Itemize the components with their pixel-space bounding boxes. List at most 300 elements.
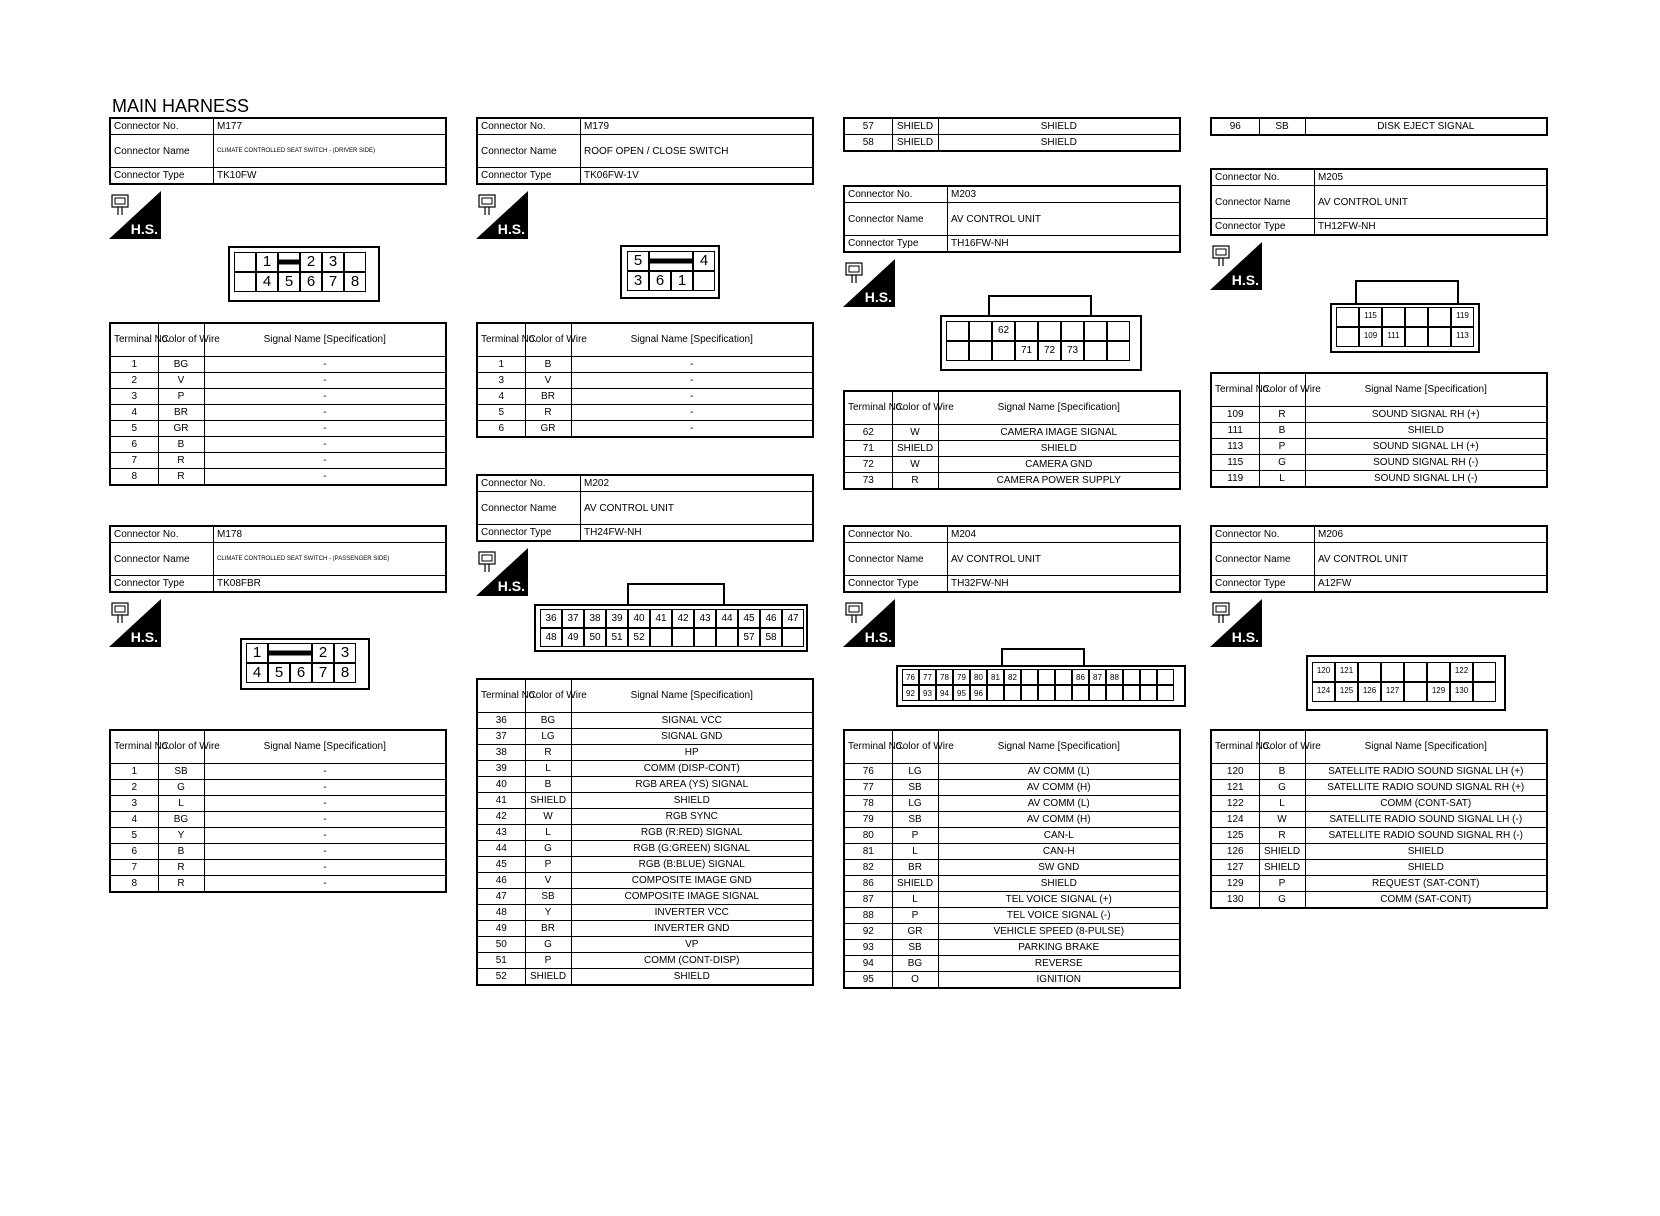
- pin-cell: 50: [584, 628, 606, 647]
- wire-color: R: [158, 876, 204, 893]
- terminal-no: 81: [844, 844, 892, 860]
- info-row: [477, 135, 813, 168]
- table-row: [477, 357, 813, 373]
- table-row: [110, 876, 446, 893]
- pin-cell: 77: [919, 669, 936, 685]
- terminal-no: 87: [844, 892, 892, 908]
- terminal-no: 126: [1211, 844, 1259, 860]
- pin-cell: 86: [1072, 669, 1089, 685]
- table-header: [1211, 730, 1547, 764]
- table-row: [1211, 780, 1547, 796]
- pin-cell: 82: [1004, 669, 1021, 685]
- pin-cell: [1084, 341, 1107, 361]
- info-row: [1211, 576, 1547, 593]
- terminal-table-m206: [1210, 729, 1548, 909]
- table-row: [477, 905, 813, 921]
- pin-cell: [1089, 685, 1106, 701]
- pin-cell: 72: [1038, 341, 1061, 361]
- connector-info-m178: [109, 525, 447, 593]
- page-title: MAIN HARNESS: [112, 96, 250, 116]
- info-label: Connector No.: [844, 186, 948, 203]
- pin-cell: 127: [1381, 682, 1404, 702]
- terminal-no: 109: [1211, 407, 1259, 423]
- pin-cell: [1473, 682, 1496, 702]
- wire-color: SB: [892, 812, 938, 828]
- table-row: [1211, 471, 1547, 488]
- info-label: Connector Name: [844, 203, 948, 236]
- signal-name: SHIELD: [1305, 860, 1547, 876]
- signal-name: SOUND SIGNAL RH (+): [1305, 407, 1547, 423]
- pin-cell: 109: [1359, 327, 1382, 347]
- pin-cell: [1106, 685, 1123, 701]
- table-row: [110, 812, 446, 828]
- terminal-no: 6: [110, 844, 158, 860]
- signal-name: SATELLITE RADIO SOUND SIGNAL RH (+): [1305, 780, 1547, 796]
- connector-latch: [1355, 280, 1459, 305]
- pin-cell: 52: [628, 628, 650, 647]
- signal-name: RGB (R:RED) SIGNAL: [571, 825, 813, 841]
- info-label: Connector Name: [110, 135, 214, 168]
- table-row: [844, 441, 1180, 457]
- terminal-no: 5: [110, 828, 158, 844]
- info-value: TH12FW-NH: [1315, 219, 1548, 236]
- pin-cell: [1061, 321, 1084, 341]
- terminal-no: 4: [110, 405, 158, 421]
- table-row: [1211, 860, 1547, 876]
- pin-cell: 57: [738, 628, 760, 647]
- signal-name: -: [204, 405, 446, 421]
- info-value: ROOF OPEN / CLOSE SWITCH: [581, 135, 814, 168]
- pin-cell: 58: [760, 628, 782, 647]
- info-label: Connector Type: [477, 525, 581, 542]
- signal-name: -: [204, 453, 446, 469]
- pin-cell: 43: [694, 609, 716, 628]
- wire-color: B: [525, 777, 571, 793]
- wire-color: SHIELD: [1259, 844, 1305, 860]
- terminal-no: 96: [1211, 118, 1259, 135]
- info-row: [844, 186, 1180, 203]
- connector-info-m179: [476, 117, 814, 185]
- harness-side-icon: [109, 191, 161, 239]
- info-row: [844, 236, 1180, 253]
- hs-label: H.S.: [864, 289, 892, 305]
- wire-color: B: [158, 844, 204, 860]
- color-header: Color of Wire: [525, 323, 571, 357]
- info-row: [1211, 219, 1547, 236]
- pin-cell: [344, 252, 366, 272]
- pin-cell: 4: [246, 663, 268, 683]
- table-row: [844, 860, 1180, 876]
- pin-cell: 124: [1312, 682, 1335, 702]
- terminal-no: 4: [110, 812, 158, 828]
- terminal-no: 115: [1211, 455, 1259, 471]
- signal-name: TEL VOICE SIGNAL (+): [938, 892, 1180, 908]
- signal-name: -: [204, 469, 446, 486]
- info-value: CLIMATE CONTROLLED SEAT SWITCH - (DRIVER SIDE): [214, 135, 447, 168]
- pin-cell: 87: [1089, 669, 1106, 685]
- terminal-no: 73: [844, 473, 892, 490]
- pin-cell: 62: [992, 321, 1015, 341]
- info-label: Connector Type: [477, 168, 581, 185]
- pin-cell: [1038, 669, 1055, 685]
- table-row: [477, 389, 813, 405]
- terminal-no: 77: [844, 780, 892, 796]
- table-row: [1211, 876, 1547, 892]
- color-header: Color of Wire: [892, 391, 938, 425]
- wire-color: SHIELD: [892, 118, 938, 135]
- table-row: [477, 777, 813, 793]
- pin-cell: [1021, 669, 1038, 685]
- table-header: [477, 323, 813, 357]
- terminal-no: 119: [1211, 471, 1259, 488]
- pin-cell: 3: [334, 643, 356, 663]
- signal-name: SOUND SIGNAL RH (-): [1305, 455, 1547, 471]
- info-label: Connector No.: [110, 526, 214, 543]
- info-row: [1211, 543, 1547, 576]
- table-row: [844, 473, 1180, 490]
- signal-name: SHIELD: [938, 876, 1180, 892]
- terminal-no: 80: [844, 828, 892, 844]
- signal-name: REVERSE: [938, 956, 1180, 972]
- info-label: Connector Name: [1211, 186, 1315, 219]
- wire-color: SB: [892, 940, 938, 956]
- pin-cell: [946, 341, 969, 361]
- wire-color: LG: [525, 729, 571, 745]
- signal-name: -: [204, 764, 446, 780]
- info-value: AV CONTROL UNIT: [581, 492, 814, 525]
- info-row: [110, 526, 446, 543]
- info-value: AV CONTROL UNIT: [1315, 543, 1548, 576]
- wire-color: L: [1259, 471, 1305, 488]
- table-row: [844, 135, 1180, 152]
- pin-cell: 49: [562, 628, 584, 647]
- signal-name: SHIELD: [571, 969, 813, 986]
- terminal-table-m205: [1210, 372, 1548, 488]
- pin-cell: [946, 321, 969, 341]
- pin-cell: [268, 643, 312, 663]
- terminal-no: 1: [110, 357, 158, 373]
- signal-name: CAMERA POWER SUPPLY: [938, 473, 1180, 490]
- terminal-no: 129: [1211, 876, 1259, 892]
- pin-cell: 41: [650, 609, 672, 628]
- harness-side-icon: [1210, 599, 1262, 647]
- terminal-no: 41: [477, 793, 525, 809]
- connector-face-m206: [1306, 655, 1506, 711]
- signal-name: SOUND SIGNAL LH (+): [1305, 439, 1547, 455]
- terminal-no: 76: [844, 764, 892, 780]
- hs-label: H.S.: [130, 629, 158, 645]
- pin-cell: 5: [278, 272, 300, 292]
- signal-name: VEHICLE SPEED (8-PULSE): [938, 924, 1180, 940]
- terminal-no: 72: [844, 457, 892, 473]
- wire-color: Y: [158, 828, 204, 844]
- signal-name: CAMERA IMAGE SIGNAL: [938, 425, 1180, 441]
- pin-cell: [1157, 669, 1174, 685]
- wire-color: SHIELD: [1259, 860, 1305, 876]
- info-label: Connector No.: [477, 118, 581, 135]
- connector-info-m204: [843, 525, 1181, 593]
- connector-latch: [1001, 648, 1085, 667]
- signal-name: RGB (G:GREEN) SIGNAL: [571, 841, 813, 857]
- pin-cell: [1055, 669, 1072, 685]
- pin-cell: 4: [693, 251, 715, 271]
- pin-cell: 46: [760, 609, 782, 628]
- terminal-no: 82: [844, 860, 892, 876]
- info-value: TK08FBR: [214, 576, 447, 593]
- wire-color: G: [1259, 892, 1305, 909]
- table-row: [844, 956, 1180, 972]
- info-value: M206: [1315, 526, 1548, 543]
- table-row: [477, 841, 813, 857]
- table-row: [477, 793, 813, 809]
- signal-name: RGB SYNC: [571, 809, 813, 825]
- wire-color: R: [892, 473, 938, 490]
- wire-color: LG: [892, 764, 938, 780]
- pin-cell: 7: [312, 663, 334, 683]
- terminal-table-m204: [843, 729, 1181, 989]
- terminal-no: 40: [477, 777, 525, 793]
- table-row: [477, 713, 813, 729]
- pin-cell: 92: [902, 685, 919, 701]
- table-header: [844, 391, 1180, 425]
- terminal-no: 113: [1211, 439, 1259, 455]
- info-value: M204: [948, 526, 1181, 543]
- pin-cell: 94: [936, 685, 953, 701]
- connector-face-m179: [620, 245, 720, 299]
- table-row: [844, 924, 1180, 940]
- pin-cell: [694, 628, 716, 647]
- pin-cell: 111: [1382, 327, 1405, 347]
- connector-face-m204: [896, 665, 1186, 707]
- harness-side-icon: [843, 599, 895, 647]
- pin-cell: [969, 321, 992, 341]
- signal-name: -: [571, 405, 813, 421]
- signal-name: -: [571, 389, 813, 405]
- table-row: [844, 828, 1180, 844]
- pin-cell: 5: [268, 663, 290, 683]
- wire-color: GR: [158, 421, 204, 437]
- table-row: [110, 469, 446, 486]
- pin-cell: [1157, 685, 1174, 701]
- signal-name: CAMERA GND: [938, 457, 1180, 473]
- info-label: Connector No.: [110, 118, 214, 135]
- pin-cell: 79: [953, 669, 970, 685]
- terminal-no: 111: [1211, 423, 1259, 439]
- signal-name: IGNITION: [938, 972, 1180, 989]
- wire-color: V: [525, 873, 571, 889]
- terminal-no: 2: [110, 373, 158, 389]
- pin-cell: 8: [344, 272, 366, 292]
- harness-side-icon: [843, 259, 895, 307]
- harness-side-icon: [1210, 242, 1262, 290]
- wire-color: GR: [892, 924, 938, 940]
- terminal-no: 7: [110, 453, 158, 469]
- wire-color: L: [525, 825, 571, 841]
- wire-color: SB: [158, 764, 204, 780]
- signal-name: COMM (CONT-SAT): [1305, 796, 1547, 812]
- wire-color: V: [158, 373, 204, 389]
- wire-color: B: [1259, 423, 1305, 439]
- pin-cell: 121: [1335, 662, 1358, 682]
- connector-latch: [988, 295, 1092, 317]
- table-row: [1211, 118, 1547, 135]
- wire-color: G: [1259, 455, 1305, 471]
- pin-cell: [1405, 327, 1428, 347]
- terminal-no: 3: [110, 389, 158, 405]
- signal-name: SATELLITE RADIO SOUND SIGNAL LH (-): [1305, 812, 1547, 828]
- signal-name: SHIELD: [938, 118, 1180, 135]
- info-label: Connector Type: [1211, 576, 1315, 593]
- pin-cell: 126: [1358, 682, 1381, 702]
- signal-name: TEL VOICE SIGNAL (-): [938, 908, 1180, 924]
- wire-color: R: [525, 405, 571, 421]
- table-row: [477, 809, 813, 825]
- wire-color: BR: [892, 860, 938, 876]
- pin-cell: 1: [671, 271, 693, 291]
- hs-label: H.S.: [497, 578, 525, 594]
- info-label: Connector Name: [1211, 543, 1315, 576]
- table-header: [1211, 373, 1547, 407]
- pin-cell: 93: [919, 685, 936, 701]
- pin-cell: [1404, 662, 1427, 682]
- info-row: [844, 543, 1180, 576]
- wire-color: BR: [525, 921, 571, 937]
- pin-cell: 125: [1335, 682, 1358, 702]
- terminal-no: 71: [844, 441, 892, 457]
- table-row: [844, 892, 1180, 908]
- terminal-no: 5: [477, 405, 525, 421]
- pin-cell: 78: [936, 669, 953, 685]
- signal-name: -: [204, 860, 446, 876]
- pin-cell: 122: [1450, 662, 1473, 682]
- signal-name: -: [204, 828, 446, 844]
- wire-color: SHIELD: [892, 441, 938, 457]
- table-row: [477, 373, 813, 389]
- wire-color: L: [892, 892, 938, 908]
- terminal-no-header: Terminal No.: [844, 391, 892, 425]
- terminal-no: 4: [477, 389, 525, 405]
- terminal-no: 5: [110, 421, 158, 437]
- info-row: [110, 118, 446, 135]
- pin-cell: [1072, 685, 1089, 701]
- info-value: AV CONTROL UNIT: [948, 543, 1181, 576]
- pin-cell: 7: [322, 272, 344, 292]
- info-value: M205: [1315, 169, 1548, 186]
- pin-cell: 44: [716, 609, 738, 628]
- info-value: TH24FW-NH: [581, 525, 814, 542]
- table-row: [477, 825, 813, 841]
- wire-color: P: [1259, 876, 1305, 892]
- pin-cell: [1382, 307, 1405, 327]
- wire-color: W: [892, 457, 938, 473]
- terminal-no: 124: [1211, 812, 1259, 828]
- wire-color: BG: [892, 956, 938, 972]
- wire-color: W: [1259, 812, 1305, 828]
- info-row: [110, 168, 446, 185]
- signal-name: SW GND: [938, 860, 1180, 876]
- wire-color: BG: [158, 812, 204, 828]
- signal-name: SIGNAL GND: [571, 729, 813, 745]
- terminal-no: 8: [110, 876, 158, 893]
- wire-color: B: [158, 437, 204, 453]
- pin-cell: [672, 628, 694, 647]
- terminal-no: 127: [1211, 860, 1259, 876]
- pin-cell: [1427, 662, 1450, 682]
- signal-name: AV COMM (H): [938, 812, 1180, 828]
- info-value: TK06FW-1V: [581, 168, 814, 185]
- harness-side-icon: [476, 191, 528, 239]
- signal-header: Signal Name [Specification]: [1305, 373, 1547, 407]
- pin-cell: 115: [1359, 307, 1382, 327]
- table-row: [844, 796, 1180, 812]
- signal-name: -: [571, 373, 813, 389]
- pin-cell: [1015, 321, 1038, 341]
- wire-color: R: [158, 860, 204, 876]
- pin-cell: 42: [672, 609, 694, 628]
- wire-color: W: [525, 809, 571, 825]
- table-header: [110, 730, 446, 764]
- terminal-no: 6: [477, 421, 525, 438]
- signal-name: SATELLITE RADIO SOUND SIGNAL RH (-): [1305, 828, 1547, 844]
- pin-cell: [1381, 662, 1404, 682]
- table-row: [1211, 796, 1547, 812]
- pin-cell: 113: [1451, 327, 1474, 347]
- wire-color: SHIELD: [525, 793, 571, 809]
- table-header: [844, 730, 1180, 764]
- connector-info-m177: [109, 117, 447, 185]
- info-row: [1211, 186, 1547, 219]
- signal-header: Signal Name [Specification]: [938, 391, 1180, 425]
- table-row: [844, 118, 1180, 135]
- pin-cell: [987, 685, 1004, 701]
- pin-cell: 2: [312, 643, 334, 663]
- signal-name: SHIELD: [938, 441, 1180, 457]
- signal-name: COMM (CONT-DISP): [571, 953, 813, 969]
- hs-label: H.S.: [1231, 629, 1259, 645]
- pin-cell: 76: [902, 669, 919, 685]
- signal-name: AV COMM (L): [938, 764, 1180, 780]
- terminal-no: 86: [844, 876, 892, 892]
- wire-color: BR: [158, 405, 204, 421]
- info-value: M177: [214, 118, 447, 135]
- pin-cell: [1123, 685, 1140, 701]
- wire-color: R: [158, 469, 204, 486]
- info-row: [477, 492, 813, 525]
- pin-cell: [716, 628, 738, 647]
- terminal-no-header: Terminal No.: [1211, 730, 1259, 764]
- wire-color: GR: [525, 421, 571, 438]
- info-value: CLIMATE CONTROLLED SEAT SWITCH - (PASSENGER SIDE): [214, 543, 447, 576]
- wire-color: O: [892, 972, 938, 989]
- info-label: Connector No.: [844, 526, 948, 543]
- wire-color: G: [525, 841, 571, 857]
- connector-info-m202: [476, 474, 814, 542]
- connector-info-m205: [1210, 168, 1548, 236]
- pin-cell: [1038, 321, 1061, 341]
- signal-name: -: [571, 421, 813, 438]
- terminal-table-m204-continued: [1210, 117, 1548, 136]
- table-header: [110, 323, 446, 357]
- table-row: [844, 876, 1180, 892]
- pin-cell: [1428, 327, 1451, 347]
- table-row: [477, 761, 813, 777]
- pin-cell: 80: [970, 669, 987, 685]
- pin-cell: [1473, 662, 1496, 682]
- pin-cell: 71: [1015, 341, 1038, 361]
- pin-cell: 2: [300, 252, 322, 272]
- terminal-no: 43: [477, 825, 525, 841]
- info-row: [477, 118, 813, 135]
